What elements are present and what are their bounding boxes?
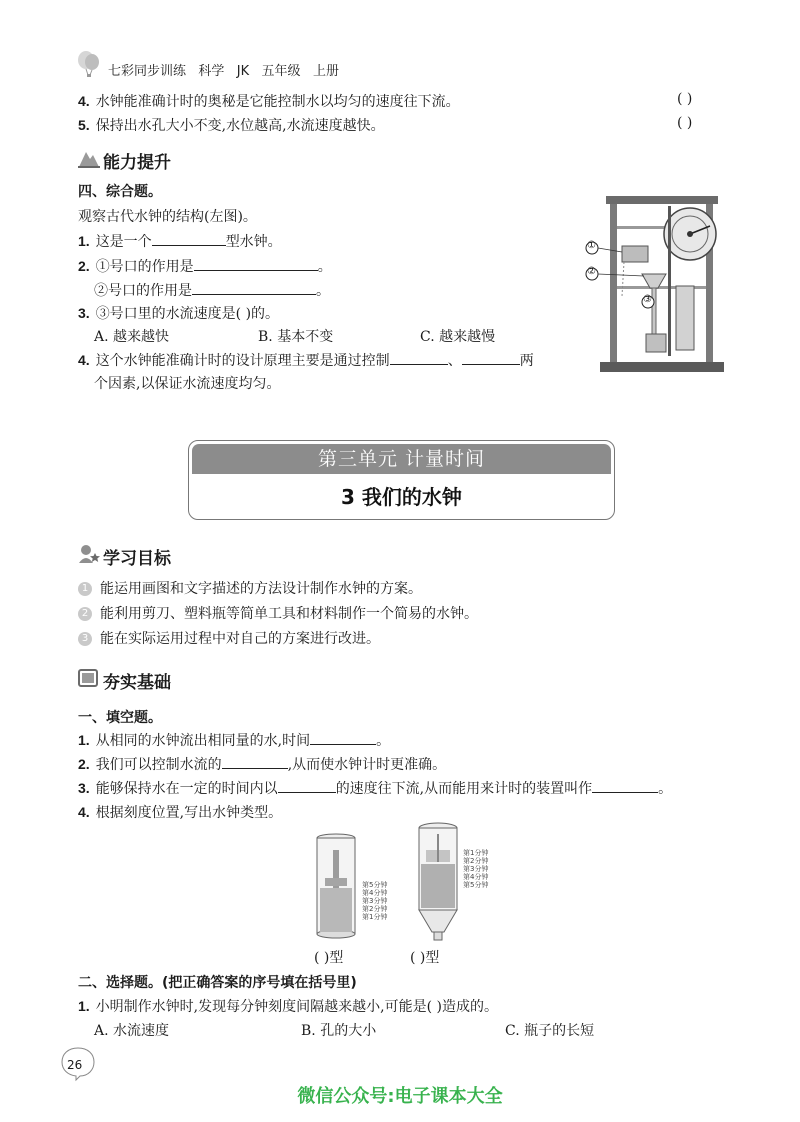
goal-item-3: 3 能在实际运用过程中对自己的方案进行改进。 [78,628,380,648]
ability-q4-line2: 个因素,以保证水流速度均匀。 [94,376,281,392]
marker-1: ① [587,240,596,251]
basics-q3-blank1[interactable] [278,778,336,793]
basics-q4: 4. 根据刻度位置,写出水钟类型。 [78,804,283,821]
marker-2: ② [587,266,596,277]
marker-3: ③ [643,294,652,305]
ability-q4: 4. 这个水钟能准确计时的设计原理主要是通过控制 、 两 [78,352,534,369]
header-title: 七彩同步训练 科学 JK 五年级 上册 [108,64,339,79]
goal-item-2: 2 能利用剪刀、塑料瓶等简单工具和材料制作一个简易的水钟。 [78,603,478,623]
basics-q3-blank2[interactable] [592,778,658,793]
comprehensive-section: 四、综合题。 [78,184,162,200]
type-right-answer[interactable]: ( )型 [410,950,440,966]
fill-blank-section: 一、填空题。 [78,710,162,726]
sinking-water-clock-figure [314,832,358,944]
basics-q2: 2. 我们可以控制水流的 ,从而使水钟计时更准确。 [78,756,447,773]
lesson-title: 3 我们的水钟 [341,485,462,509]
floating-water-clock-figure [416,822,460,950]
basics-title: 夯实基础 [103,673,171,693]
person-star-icon [78,544,100,568]
type-left-answer[interactable]: ( )型 [314,950,344,966]
ability-intro: 观察古代水钟的结构(左图)。 [78,209,257,225]
floating-scale-labels: 第1分钟 第2分钟 第3分钟 第4分钟 第5分钟 [463,849,489,889]
choice-q1-option-c[interactable]: C. 瓶子的长短 [505,1023,595,1039]
ability-q4-blank1[interactable] [390,350,448,365]
ability-q1-blank[interactable] [152,231,226,246]
ability-q3-option-c[interactable]: C. 越来越慢 [420,329,496,345]
judge-question-4: 4. 水钟能准确计时的奥秘是它能控制水以均匀的速度往下流。 [78,93,460,110]
choice-q1-option-b[interactable]: B. 孔的大小 [301,1023,377,1039]
page-number: 26 [67,1058,83,1072]
ability-q4-blank2[interactable] [462,350,520,365]
ancient-water-clock-figure [582,186,727,382]
unit-title: 第三单元 计量时间 [192,444,611,474]
ability-q2b: ②号口的作用是 。 [94,280,330,300]
ability-q3: 3. ③号口里的水流速度是( )的。 [78,305,280,322]
mountain-icon [78,148,100,172]
choice-section: 二、选择题。(把正确答案的序号填在括号里) [78,975,357,991]
choice-q1: 1. 小明制作水钟时,发现每分钟刻度间隔越来越小,可能是( )造成的。 [78,998,498,1015]
judge-answer-4[interactable]: ( ) [677,91,693,107]
sinking-scale-labels: 第5分钟 第4分钟 第3分钟 第2分钟 第1分钟 [362,881,388,921]
ability-q3-option-a[interactable]: A. 越来越快 [94,329,170,345]
basics-q1-blank[interactable] [310,730,376,745]
goals-title: 学习目标 [103,549,171,569]
goal-item-1: 1 能运用画图和文字描述的方法设计制作水钟的方案。 [78,578,422,598]
book-icon [78,668,100,692]
ability-q2-blank2[interactable] [192,280,316,295]
footer-wechat: 微信公众号:电子课本大全 [297,1086,503,1107]
basics-q3: 3. 能够保持水在一定的时间内以 的速度往下流,从而能用来计时的装置叫作 。 [78,780,673,797]
ability-title: 能力提升 [103,153,171,173]
ability-q2: 2. ①号口的作用是 。 [78,258,332,275]
ability-q1: 1. 这是一个 型水钟。 [78,233,282,250]
header-balloon-icon [76,50,102,82]
judge-question-5: 5. 保持出水孔大小不变,水位越高,水流速度越快。 [78,117,385,134]
ability-q3-option-b[interactable]: B. 基本不变 [258,329,334,345]
ability-q2-blank1[interactable] [194,256,318,271]
basics-q1: 1. 从相同的水钟流出相同量的水,时间 。 [78,732,391,749]
choice-q1-option-a[interactable]: A. 水流速度 [94,1023,170,1039]
basics-q2-blank[interactable] [222,754,288,769]
judge-answer-5[interactable]: ( ) [677,115,693,131]
